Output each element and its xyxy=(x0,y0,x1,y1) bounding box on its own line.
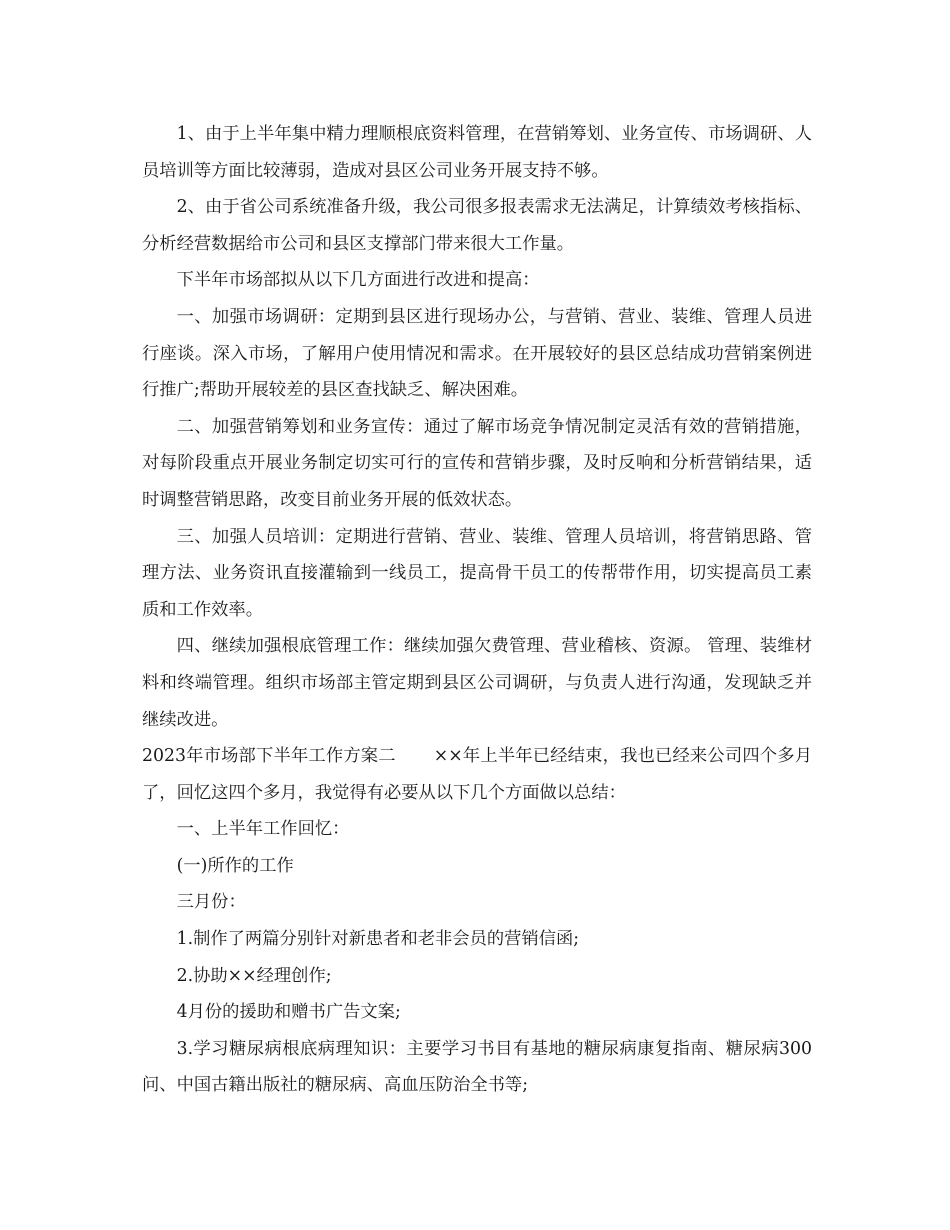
paragraph-item-3: 3.学习糖尿病根底病理知识：主要学习书目有基地的糖尿病康复指南、糖尿病300问、中国古籍出版社的糖尿病、高血压防治全书等; xyxy=(142,1038,812,1096)
paragraph-item-1: 1.制作了两篇分别针对新患者和老非会员的营销信函; xyxy=(176,929,580,950)
paragraph-work-done: (一)所作的工作 xyxy=(176,855,294,876)
paragraph-march: 三月份： xyxy=(176,892,246,913)
paragraph-point-2: 2、由于省公司系统准备升级，我公司很多报表需求无法满足，计算绩效考核指标、分析经营数据给市公司和县区支撑部门带来很大工作量。 xyxy=(142,197,812,254)
paragraph-point-1: 1、由于上半年集中精力理顺根底资料管理，在营销筹划、业务宣传、市场调研、人员培训等方面比较薄弱，造成对县区公司业务开展支持不够。 xyxy=(142,124,812,181)
paragraph-marketing-planning: 二、加强营销筹划和业务宣传：通过了解市场竞争情况制定灵活有效的营销措施，对每阶段重点开展业务制定切实可行的宣传和营销步骤，及时反响和分析营销结果，适时调整营销思路，改变目前业务开展的低效状态。 xyxy=(142,416,812,510)
section-heading-paragraph xyxy=(142,738,812,811)
paragraph-item-2: 2.协助××经理创作; xyxy=(176,965,332,986)
paragraph-april-ads: 4月份的援助和赠书广告文案; xyxy=(176,1002,401,1023)
section-title: 2023年市场部下半年工作方案二 xyxy=(142,746,396,767)
paragraph-market-research: 一、加强市场调研：定期到县区进行现场办公，与营销、营业、装维、管理人员进行座谈。深入市场，了解用户使用情况和需求。在开展较好的县区总结成功营销案例进行推广;帮助开展较差的县区查找缺乏、解决困难。 xyxy=(142,306,812,401)
paragraph-review-heading: 一、上半年工作回忆： xyxy=(176,819,350,840)
document-body xyxy=(142,116,812,1104)
paragraph-staff-training: 三、加强人员培训：定期进行营销、营业、装维、管理人员培训，将营销思路、管理方法、业务资讯直接灌输到一线员工，提高骨干员工的传帮带作用，切实提高员工素质和工作效率。 xyxy=(142,526,812,620)
section-intro: ××年上半年已经结束，我也已经来公司四个多月了，回忆这四个多月，我觉得有必要从以下几个方面做以总结： xyxy=(142,746,812,803)
paragraph-improvement-intro: 下半年市场部拟从以下几方面进行改进和提高： xyxy=(176,270,540,291)
paragraph-basic-management: 四、继续加强根底管理工作：继续加强欠费管理、营业稽核、资源。 管理、装维材料和终端管理。组织市场部主管定期到县区公司调研，与负责人进行沟通，发现缺乏并继续改进。 xyxy=(142,636,812,730)
